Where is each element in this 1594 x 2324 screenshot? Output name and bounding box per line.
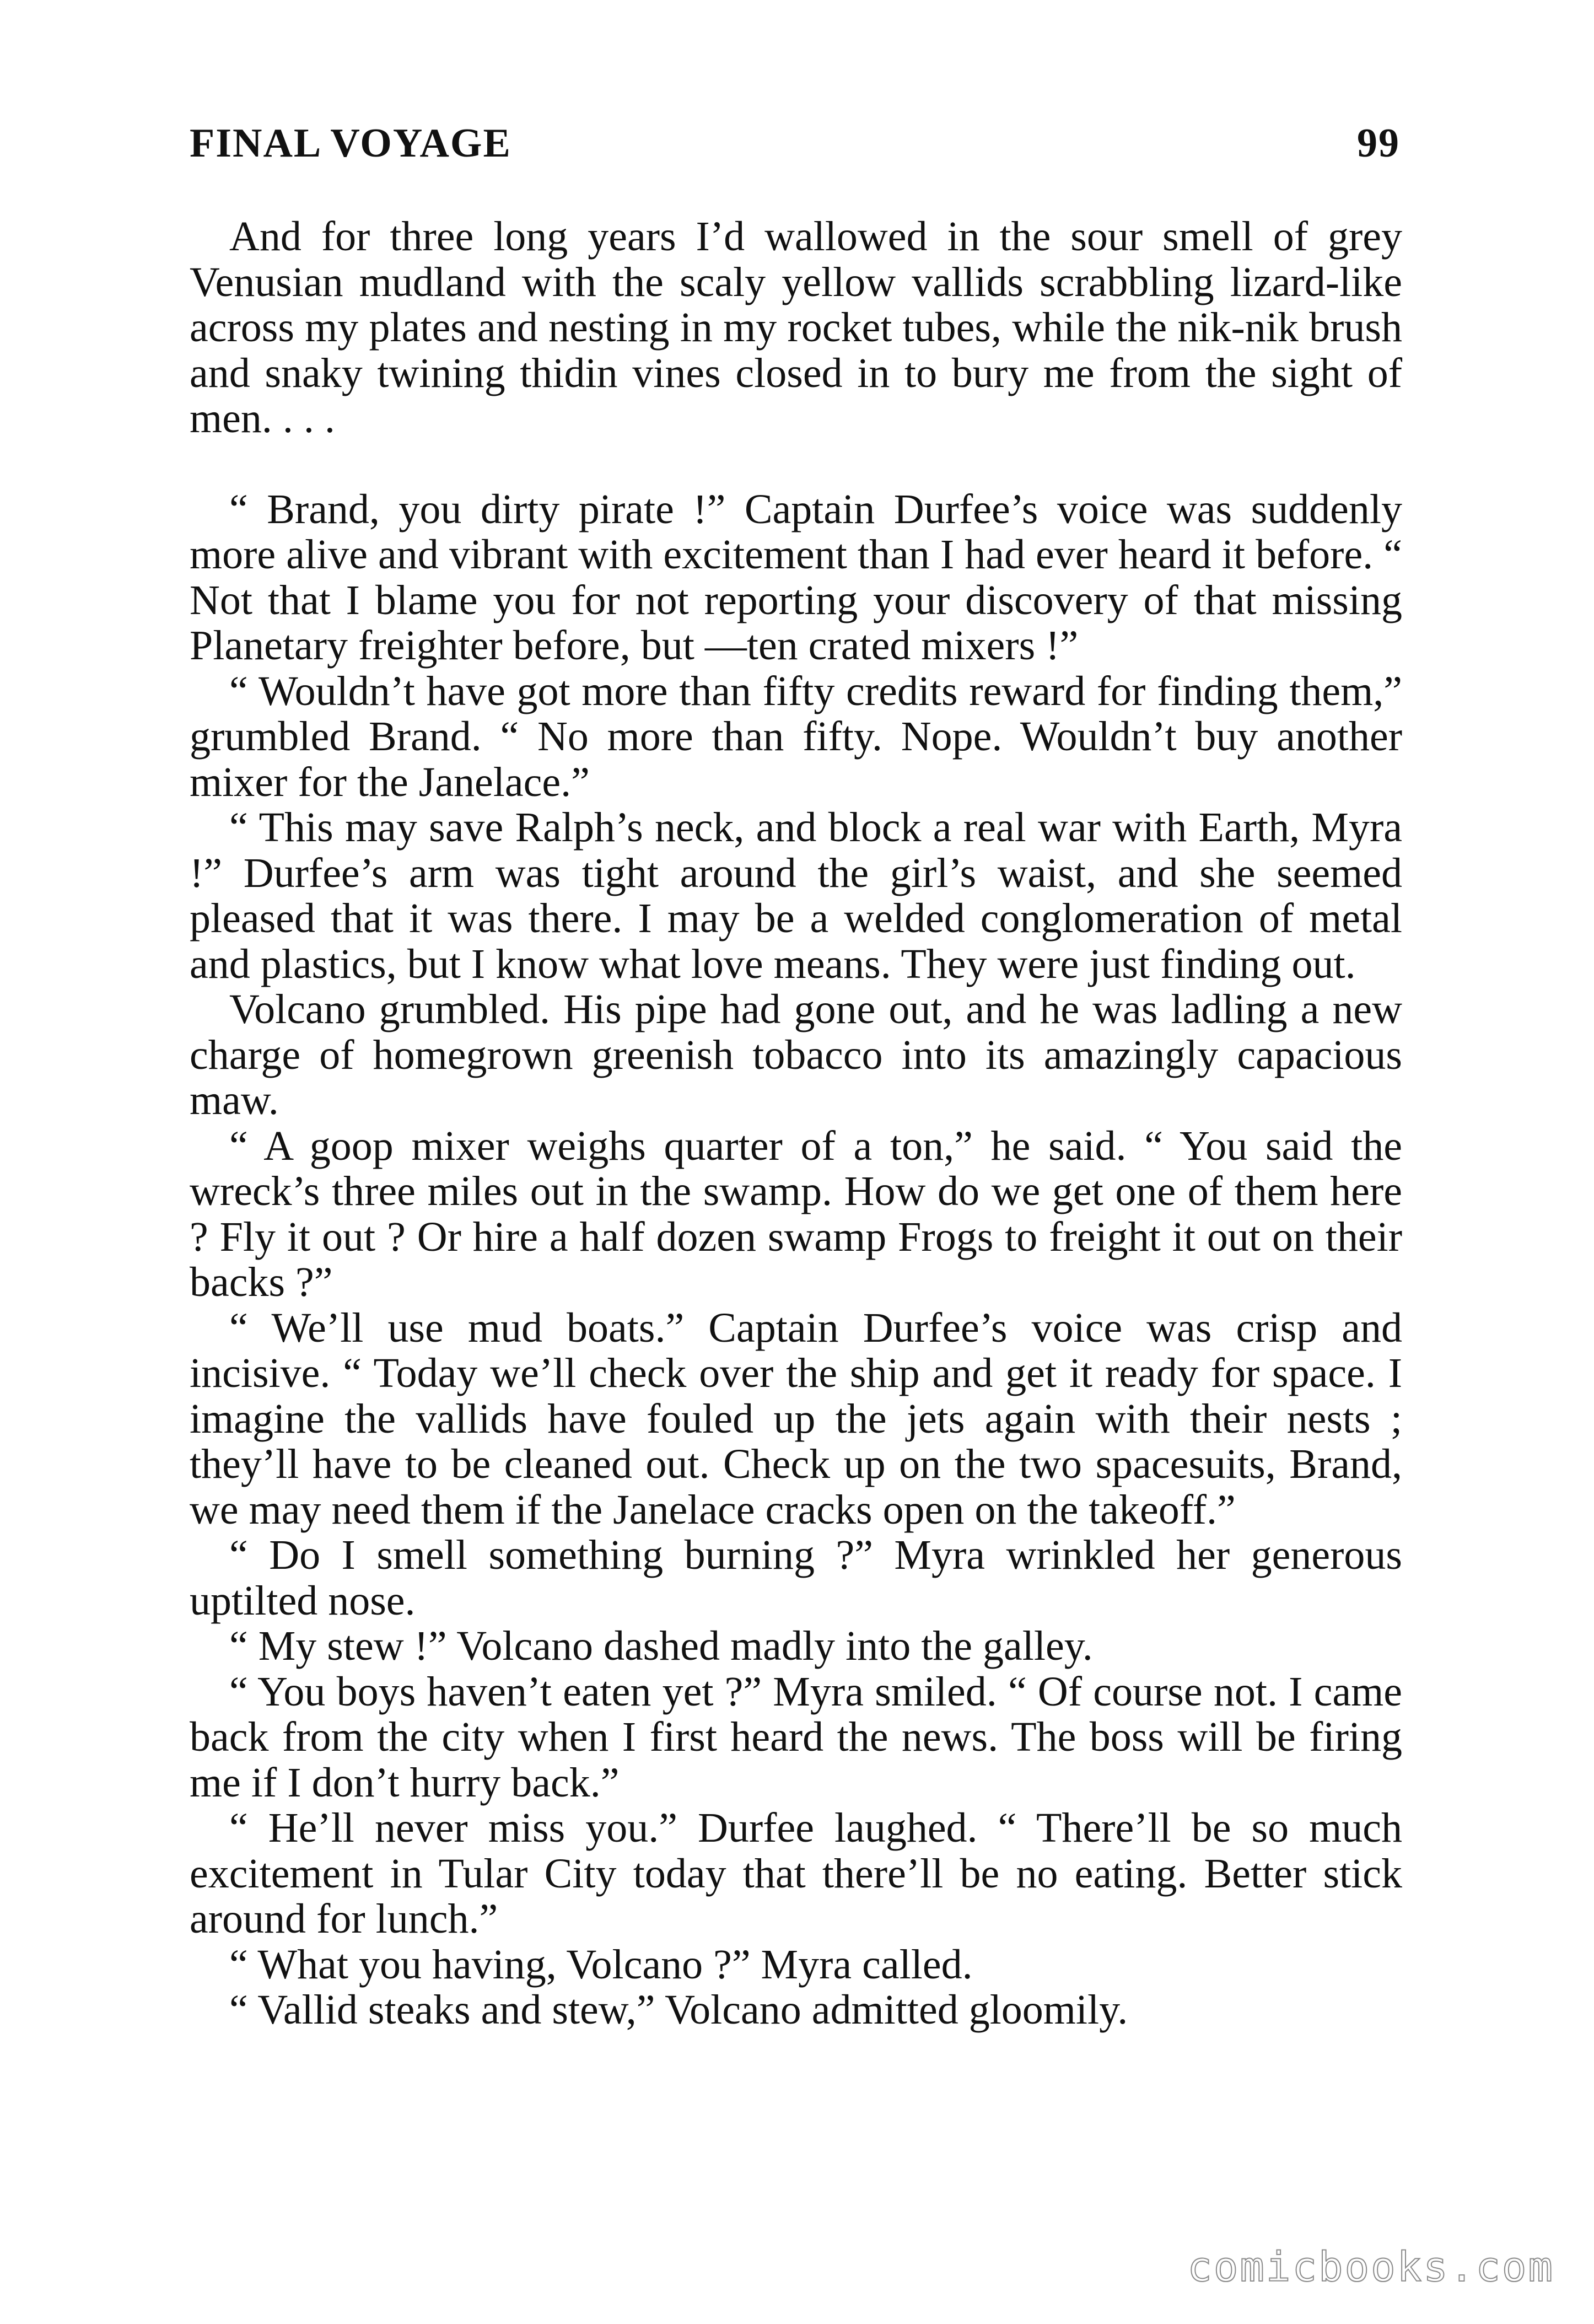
paragraph: “ This may save Ralph’s neck, and block a real war with Earth, Myra !” Durfee’s arm was tight around the girl’s waist, and she seemed pleased that it was there. I may be a welded conglomeration of metal and plastics, but I know what love means. They were just finding out.: [190, 804, 1402, 987]
paragraph: “ What you having, Volcano ?” Myra called.: [229, 1941, 973, 1988]
paragraph: “ You boys haven’t eaten yet ?” Myra smiled. “ Of course not. I came back from the city when I first heard the news. The boss will be firing me if I don’t hurry back.”: [190, 1668, 1402, 1806]
paragraph: “ We’ll use mud boats.” Captain Durfee’s voice was crisp and incisive. “ Today we’ll check over the ship and get it ready for space. I imagine the vallids have fouled up the jets again with their nests ; they’ll have to be cleaned out. Check up on the two spacesuits, Brand, we may need them if the Janelace cracks open on the takeoff.”: [190, 1304, 1402, 1533]
paragraph: “ Do I smell something burning ?” Myra wrinkled her generous uptilted nose.: [190, 1532, 1402, 1624]
paragraph: “ A goop mixer weighs quarter of a ton,” he said. “ You said the wreck’s three miles out in the swamp. How do we get one of them here ? Fly it out ? Or hire a half dozen swamp Frogs to freight it out on their backs ?”: [190, 1122, 1402, 1305]
chapter-title: FINAL VOYAGE: [190, 121, 511, 166]
paragraph: “ He’ll never miss you.” Durfee laughed. “ There’ll be so much excitement in Tular City today that there’ll be no eating. Better stick around for lunch.”: [190, 1805, 1402, 1942]
paragraph: “ Brand, you dirty pirate !” Captain Durfee’s voice was suddenly more alive and vibrant with excitement than I had ever heard it before. “ Not that I blame you for not reporting your discovery of that missing Planetary freighter before, but —ten crated mixers !”: [190, 486, 1402, 669]
watermark-logo: comicbooks.com: [1187, 2244, 1554, 2291]
paragraph: “ Wouldn’t have got more than fifty credits reward for finding them,” grumbled Brand. “ No more than fifty. Nope. Wouldn’t buy another mixer for the Janelace.”: [190, 668, 1402, 805]
paragraph: “ My stew !” Volcano dashed madly into the galley.: [229, 1623, 1093, 1669]
paragraph: Volcano grumbled. His pipe had gone out, and he was ladling a new charge of homegrown greenish tobacco into its amazingly capacious maw.: [190, 986, 1402, 1123]
paragraph: “ Vallid steaks and stew,” Volcano admitted gloomily.: [229, 1987, 1128, 2033]
body-text: [190, 214, 1402, 2033]
running-header: [190, 120, 1400, 175]
page-number: 99: [1357, 121, 1400, 166]
paragraph: And for three long years I’d wallowed in the sour smell of grey Venusian mudland with the scaly yellow vallids scrabbling lizard-like across my plates and nesting in my rocket tubes, while the nik-nik brush and snaky twining thidin vines closed in to bury me from the sight of men. . . .: [190, 213, 1402, 442]
